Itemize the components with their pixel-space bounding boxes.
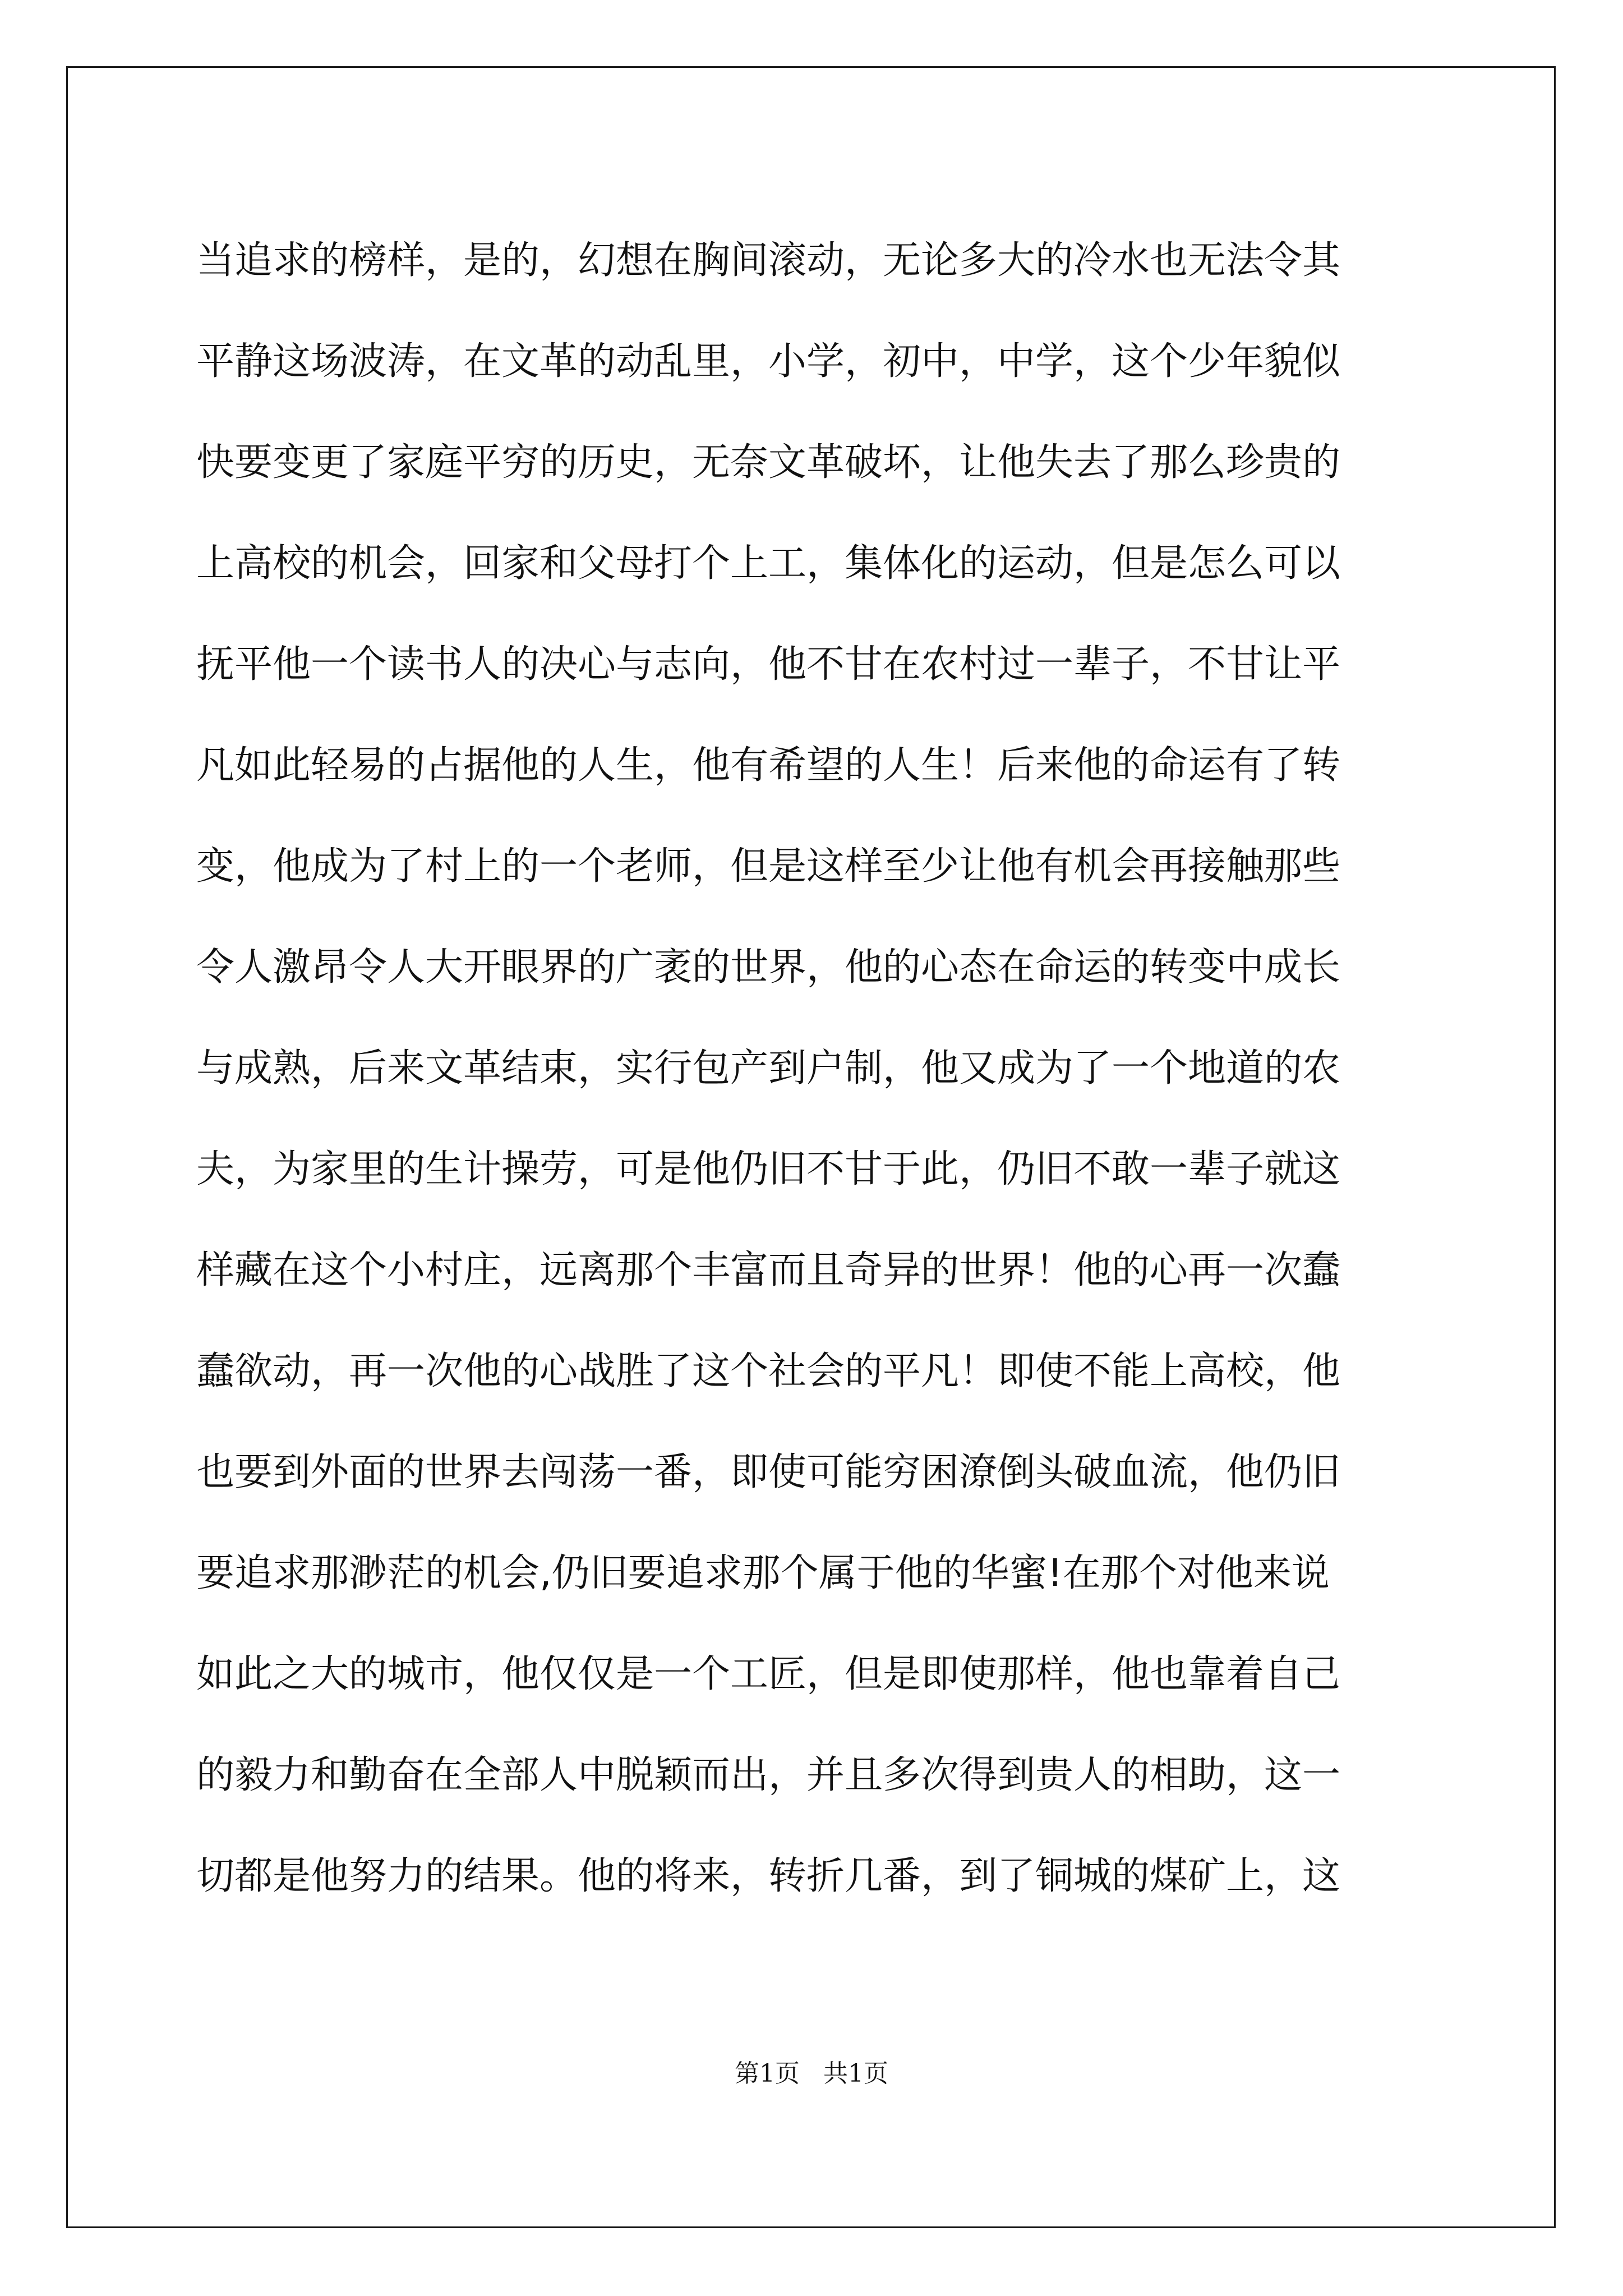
body-text: 当追求的榜样，是的，幻想在胸间滚动，无论多大的冷水也无法令其 平静这场波涛，在文革的动乱里，小学，初中，中学，这个少年貌似 快要变更了家庭平穷的历史，无奈文革破坏，让他失去了那么珍贵的 上高校的机会，回家和父母打个上工，集体化的运动，但是怎么可以 抚平他一个读书人的决心与志向，他不甘在农村过一辈子，不甘让平 凡如此轻易的占据他的人生，他有希望的人生！后来他的命运有了转 变，他成为了村上的一个老师，但是这样至少让他有机会再接触那些 令人激昂令人大开眼界的广袤的世界，他的心态在命运的转变中成长 与成熟，后来文革结束，实行包产到户制，他又成为了一个地道的农 夫，为家里的生计操劳，可是他仍旧不甘于此，仍旧不敢一辈子就这 样藏在这个小村庄，远离那个丰富而且奇异的世界！他的心再一次蠢 蠢欲动，再一次他的心战胜了这个社会的平凡！即使不能上高校，他 也要到外面的世界去闯荡一番，即使可能穷困潦倒头破血流，他仍旧 要追求那渺茫的机会,仍旧要追求那个属于他的华蜜!在那个对他来说 如此之大的城市，他仅仅是一个工匠，但是即使那样，他也靠着自己 的毅力和勤奋在全部人中脱颖而出，并且多次得到贵人的相助，这一 切都是他努力的结果。他的将来，转折几番，到了铜城的煤矿上，这 [196,238,1341,1898]
page-number-footer: 第1页 共1页 [735,2059,888,2088]
